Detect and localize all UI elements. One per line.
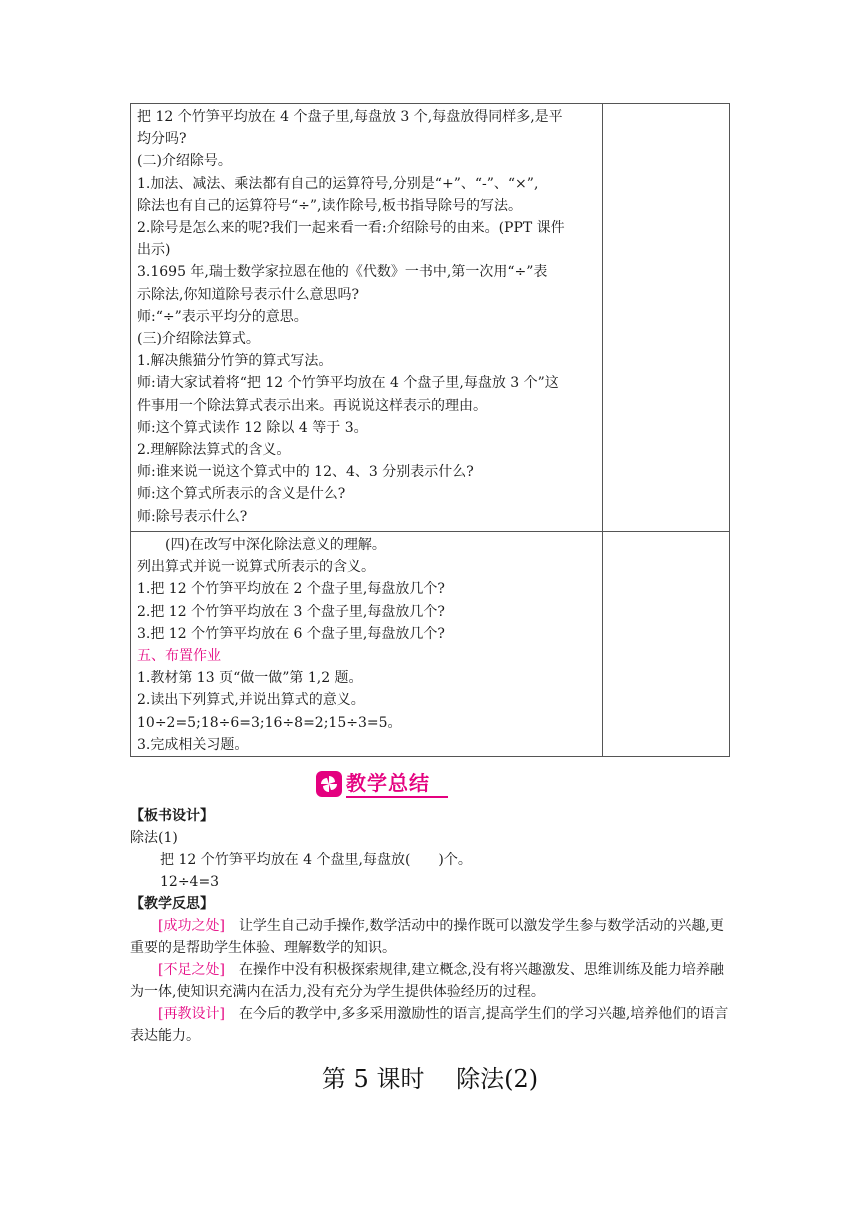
text-line: 师:“÷”表示平均分的意思。 (137, 308, 308, 325)
row2-lines-b (137, 667, 596, 756)
reflection-item (130, 959, 730, 1003)
reflection-text: 在今后的教学中,多多采用激励性的语言,提高学生们的学习兴趣,培养他们的语言表达能力。 (130, 1006, 729, 1044)
text-line: 除法也有自己的运算符号“÷”,读作除号,板书指导除号的写法。 (137, 197, 522, 214)
notes-cell (603, 104, 730, 532)
text-line: 师:谁来说一说这个算式中的 12、4、3 分别表示什么? (137, 464, 474, 481)
section-heading: (四)在改写中深化除法意义的理解。 (165, 537, 386, 553)
summary-banner (316, 770, 448, 798)
text-line: 把 12 个竹笋平均放在 4 个盘子里,每盘放 3 个,每盘放得同样多,是平 (137, 109, 563, 125)
table-row (131, 104, 730, 532)
content-cell (131, 104, 603, 532)
board-line: 把 12 个竹笋平均放在 4 个盘里,每盘放( )个。 (160, 852, 472, 868)
text-line: 1.加法、减法、乘法都有自己的运算符号,分别是“+”、“-”、“×”, (137, 175, 539, 192)
reflection-text: 让学生自己动手操作,数学活动中的操作既可以激发学生参与数学活动的兴趣,更重要的是帮助学生体验、理解数学的知识。 (130, 918, 724, 956)
reflection-text: 在操作中没有积极探索规律,建立概念,没有将兴趣激发、思维训练及能力培养融为一体,使知识充满内在活力,没有充分为学生提供体验经历的过程。 (130, 962, 724, 1000)
text-line: 师:这个算式所表示的含义是什么? (137, 486, 346, 503)
text-line: 师:除号表示什么? (137, 508, 248, 525)
reflection-item (130, 915, 730, 959)
text-line: 1.解决熊猫分竹笋的算式写法。 (137, 353, 333, 370)
content-cell (131, 532, 603, 757)
text-line: 1.把 12 个竹笋平均放在 2 个盘子里,每盘放几个? (137, 581, 445, 598)
section-title: 五、布置作业 (137, 648, 221, 665)
text-line: 1.教材第 13 页“做一做”第 1,2 题。 (137, 670, 363, 687)
text-line: (三)介绍除法算式。 (137, 331, 260, 348)
lesson-table (130, 103, 730, 757)
row1-lines (137, 106, 596, 528)
board-title: 除法(1) (130, 830, 178, 846)
banner-underline (346, 796, 448, 798)
reflection-tag: [不足之处] (158, 962, 225, 978)
text-line: 示除法,你知道除号表示什么意思吗? (137, 286, 359, 303)
teaching-reflection (130, 893, 730, 1047)
reflection-item (130, 1003, 730, 1047)
text-line: 3.完成相关习题。 (137, 736, 249, 753)
text-line: 均分吗? (137, 131, 187, 148)
text-line: (二)介绍除号。 (137, 153, 232, 170)
lesson-title: 第 5 课时 除法(2) (321, 1065, 539, 1093)
board-header: 【板书设计】 (130, 808, 214, 824)
text-line: 2.把 12 个竹笋平均放在 3 个盘子里,每盘放几个? (137, 603, 445, 620)
row2-lines-a (137, 556, 596, 645)
text-line: 10÷2=5;18÷6=3;16÷8=2;15÷3=5。 (137, 714, 402, 731)
reflection-tag: [再教设计] (158, 1006, 225, 1022)
text-line: 列出算式并说一说算式所表示的含义。 (137, 559, 375, 576)
text-line: 3.1695 年,瑞士数学家拉恩在他的《代数》一书中,第一次用“÷”表 (137, 264, 548, 281)
reflection-tag: [成功之处] (158, 918, 225, 934)
text-line: 出示) (137, 242, 171, 259)
text-line: 3.把 12 个竹笋平均放在 6 个盘子里,每盘放几个? (137, 625, 445, 642)
pinwheel-icon (316, 771, 342, 797)
text-line: 2.理解除法算式的含义。 (137, 442, 291, 459)
banner-title: 教学总结 (346, 771, 430, 795)
board-formula: 12÷4=3 (160, 874, 220, 890)
text-line: 件事用一个除法算式表示出来。再说说这样表示的理由。 (137, 397, 487, 414)
text-line: 师:请大家试着将“把 12 个竹笋平均放在 4 个盘子里,每盘放 3 个”这 (137, 375, 559, 392)
notes-cell (603, 532, 730, 757)
text-line: 师:这个算式读作 12 除以 4 等于 3。 (137, 419, 368, 436)
table-row (131, 532, 730, 757)
board-design (130, 805, 730, 893)
reflection-header: 【教学反思】 (130, 896, 214, 912)
text-line: 2.除号是怎么来的呢?我们一起来看一看:介绍除号的由来。(PPT 课件 (137, 220, 565, 237)
text-line: 2.读出下列算式,并说出算式的意义。 (137, 692, 365, 709)
